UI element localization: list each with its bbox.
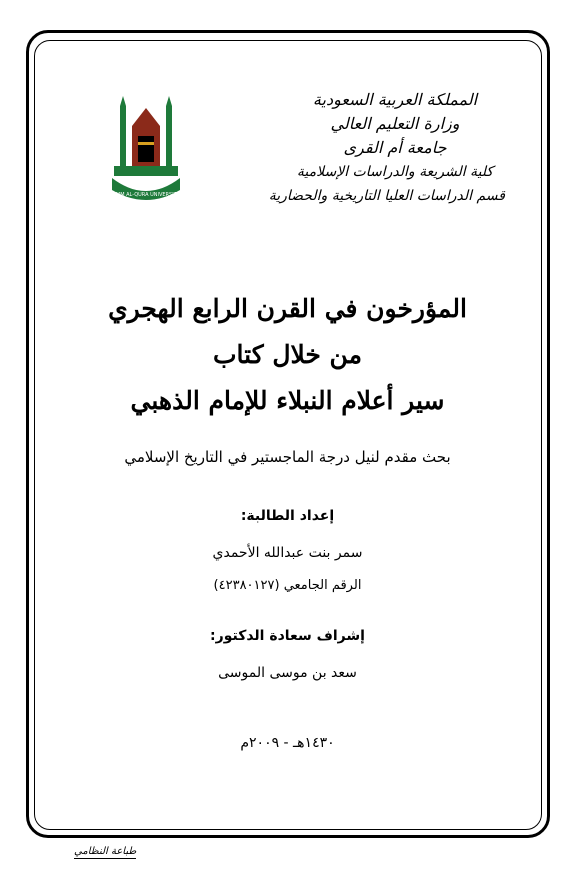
header-department: قسم الدراسات العليا التاريخية والحضارية bbox=[268, 188, 505, 204]
degree-subtitle: بحث مقدم لنيل درجة الماجستير في التاريخ الإسلامي bbox=[124, 448, 451, 466]
submission-date: ١٤٣٠هـ - ٢٠٠٩م bbox=[240, 735, 335, 751]
header-university: جامعة أم القرى bbox=[343, 138, 447, 157]
student-name: سمر بنت عبدالله الأحمدي bbox=[212, 545, 363, 561]
header-ministry: وزارة التعليم العالي bbox=[330, 114, 460, 133]
preparer-label: إعداد الطالبة: bbox=[240, 508, 335, 524]
student-id: الرقم الجامعي (٤٢٣٨٠١٢٧) bbox=[213, 578, 362, 593]
title-line-2: من خلال كتاب bbox=[213, 340, 362, 369]
supervisor-name: سعد بن موسى الموسى bbox=[218, 665, 357, 681]
title-line-3: سير أعلام النبلاء للإمام الذهبي bbox=[130, 386, 445, 415]
header-college: كلية الشريعة والدراسات الإسلامية bbox=[296, 164, 494, 180]
header-country: المملكة العربية السعودية bbox=[312, 90, 478, 109]
title-line-1: المؤرخون في القرن الرابع الهجري bbox=[108, 294, 467, 323]
supervisor-label: إشراف سعادة الدكتور: bbox=[210, 628, 365, 644]
university-logo-icon bbox=[108, 92, 184, 204]
institution-header bbox=[268, 88, 505, 208]
printer-credit: طباعة النظامي bbox=[74, 846, 137, 857]
logo-label: UMM AL-QURA UNIVERSITY bbox=[112, 192, 180, 198]
thesis-title bbox=[60, 286, 515, 424]
